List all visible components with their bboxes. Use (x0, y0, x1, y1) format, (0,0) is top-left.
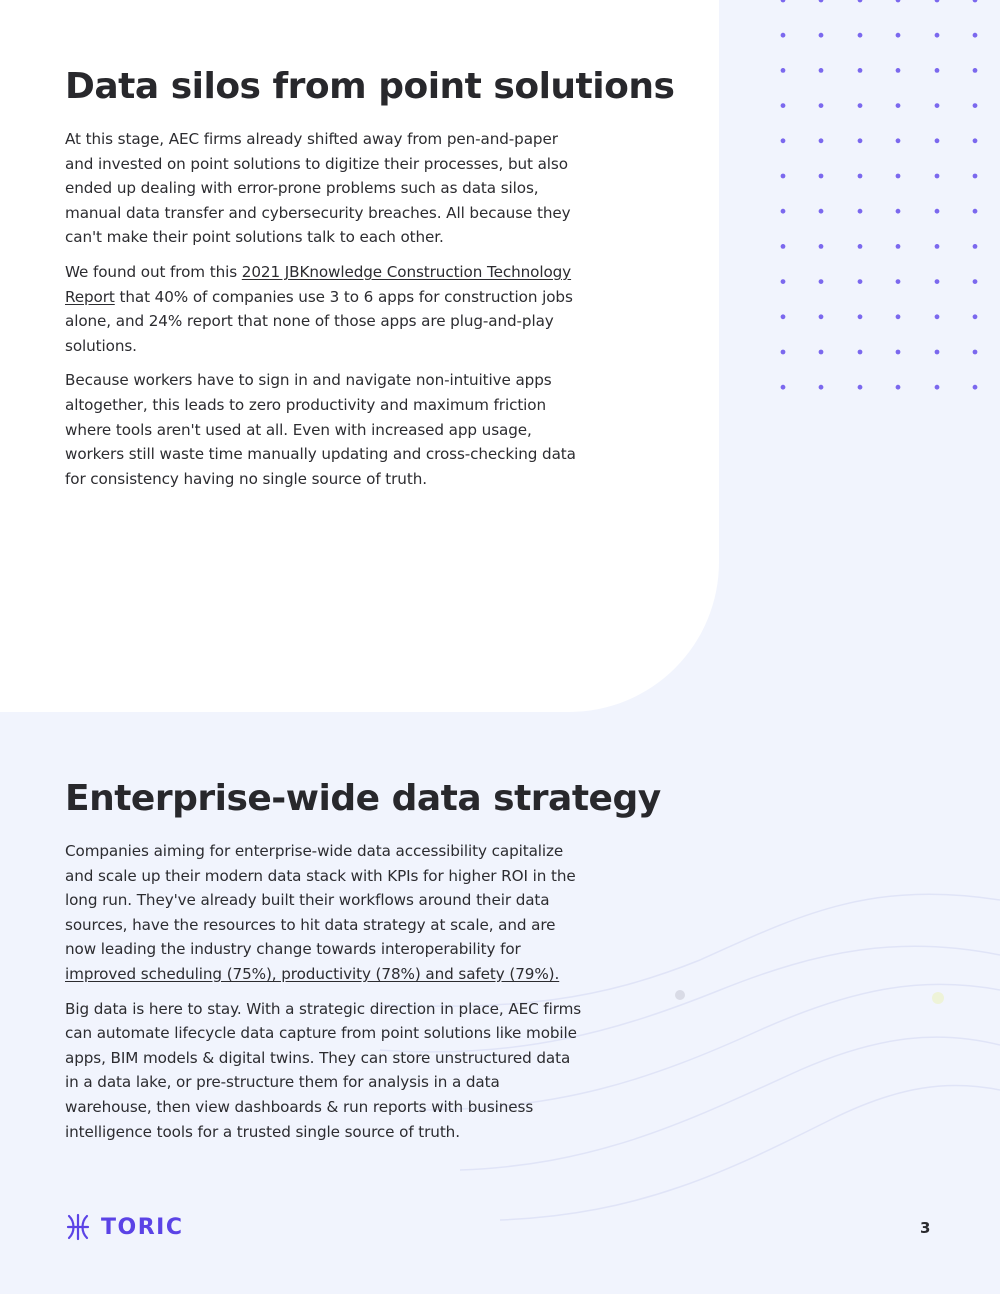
grid-dot (896, 385, 901, 390)
section-data-silos (65, 66, 675, 501)
grid-dot (896, 138, 901, 143)
grid-dot (935, 209, 940, 214)
grid-dot (819, 209, 824, 214)
footer-logo (65, 1213, 183, 1241)
wave-node-dot (932, 992, 944, 1004)
grid-dot (896, 244, 901, 249)
grid-dot (973, 244, 978, 249)
grid-dot (935, 244, 940, 249)
grid-dot (935, 103, 940, 108)
grid-dot (858, 279, 863, 284)
grid-dot (973, 350, 978, 355)
grid-dot (781, 174, 786, 179)
grid-dot (858, 244, 863, 249)
section-enterprise-data-strategy (65, 778, 661, 1154)
grid-dot (935, 33, 940, 38)
grid-dot (935, 138, 940, 143)
grid-dot (973, 0, 978, 2)
grid-dot (858, 103, 863, 108)
grid-dot (935, 350, 940, 355)
paragraph (65, 260, 585, 358)
grid-dot (781, 385, 786, 390)
wave-node-dot (675, 990, 685, 1000)
grid-dot (858, 68, 863, 73)
grid-dot (781, 209, 786, 214)
jbknowledge-report-link[interactable]: 2021 JBKnowledge Construction Technology Report (65, 262, 572, 306)
grid-dot (819, 279, 824, 284)
grid-dot (858, 314, 863, 319)
page-number: 3 (920, 1219, 931, 1237)
grid-dot (858, 174, 863, 179)
grid-dot (973, 68, 978, 73)
paragraph: Big data is here to stay. With a strategic direction in place, AEC firms can automate lifecycle data capture from point solutions like mobile apps, BIM models & digital twins. They can store unstructured data in a data lake, or pre-structure them for analysis in a data warehouse, then view dashboards & run reports with business intelligence tools for a trusted single source of truth. (65, 999, 582, 1141)
grid-dot (858, 209, 863, 214)
grid-dot (896, 0, 901, 2)
grid-dot (781, 68, 786, 73)
grid-dot (781, 279, 786, 284)
paragraph (65, 839, 585, 987)
grid-dot (896, 68, 901, 73)
grid-dot (973, 174, 978, 179)
grid-dot (896, 33, 901, 38)
grid-dot (781, 350, 786, 355)
grid-dot (819, 244, 824, 249)
grid-dot (935, 279, 940, 284)
grid-dot (973, 314, 978, 319)
grid-dot (819, 0, 824, 2)
grid-dot (896, 209, 901, 214)
grid-dot (781, 138, 786, 143)
grid-dot (819, 33, 824, 38)
grid-dot (819, 314, 824, 319)
paragraph: At this stage, AEC firms already shifted away from pen-and-paper and invested on point solutions to digitize their processes, but also ended up dealing with error-prone problems such as data silos, manual data transfer and cybersecurity breaches. All because they can't make their point solutions talk to each other. (65, 130, 571, 247)
paragraph-text: Companies aiming for enterprise-wide data accessibility capitalize and scale up their modern data stack with KPIs for higher ROI in the long run. They've already built their workflows around their data sources, have the resources to hit data strategy at scale, and are now leading the industry change towards interoperability for (65, 842, 576, 959)
toric-logo-icon (65, 1213, 91, 1241)
grid-dot (781, 103, 786, 108)
paragraph-text: We found out from this (65, 262, 242, 281)
grid-dot (819, 350, 824, 355)
grid-dot (973, 33, 978, 38)
paragraph-text: that 40% of companies use 3 to 6 apps for construction jobs alone, and 24% report that none of those apps are plug-and-play solutions. (65, 287, 573, 355)
grid-dot (819, 68, 824, 73)
paragraph: Because workers have to sign in and navigate non-intuitive apps altogether, this leads to zero productivity and maximum friction where tools aren't used at all. Even with increased app usage, workers still waste time manually updating and cross-checking data for consistency having no single source of truth. (65, 371, 576, 488)
grid-dot (935, 0, 940, 2)
grid-dot (896, 103, 901, 108)
section-title: Data silos from point solutions (65, 66, 675, 107)
grid-dot (858, 350, 863, 355)
grid-dot (935, 314, 940, 319)
grid-dot (973, 103, 978, 108)
grid-dot (896, 314, 901, 319)
grid-dot (973, 385, 978, 390)
section-title: Enterprise-wide data strategy (65, 778, 661, 819)
grid-dot (858, 385, 863, 390)
grid-dot (973, 279, 978, 284)
grid-dot (935, 68, 940, 73)
improvements-stats-link[interactable]: improved scheduling (75%), productivity (78%) and safety (79%). (65, 964, 560, 983)
grid-dot (973, 138, 978, 143)
grid-dot (819, 138, 824, 143)
grid-dot (819, 385, 824, 390)
grid-dot (896, 279, 901, 284)
grid-dot (858, 0, 863, 2)
grid-dot (935, 385, 940, 390)
grid-dot (781, 33, 786, 38)
grid-dot (973, 209, 978, 214)
brand-name: TORIC (101, 1214, 184, 1240)
grid-dot (858, 33, 863, 38)
grid-dot (935, 174, 940, 179)
grid-dot (896, 350, 901, 355)
grid-dot (819, 103, 824, 108)
grid-dot (781, 0, 786, 2)
grid-dot (781, 244, 786, 249)
grid-dot (896, 174, 901, 179)
grid-dot (781, 314, 786, 319)
grid-dot (819, 174, 824, 179)
grid-dot (858, 138, 863, 143)
